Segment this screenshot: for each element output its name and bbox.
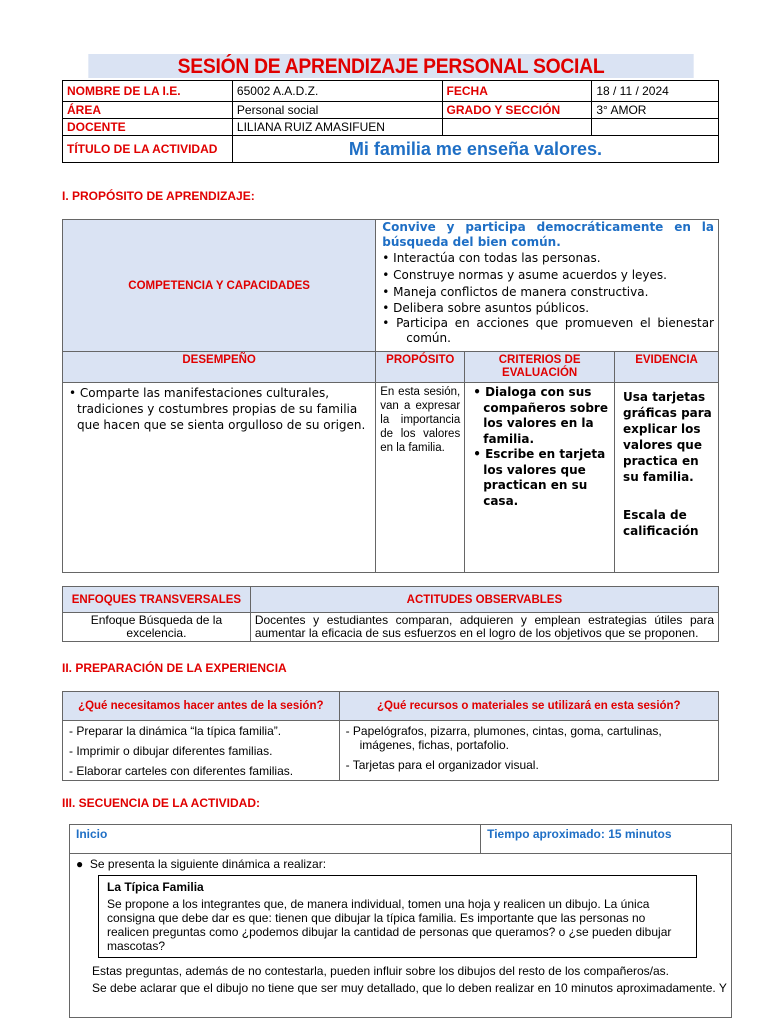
list-item: • Participa en acciones que promueven el bienestar común.	[382, 316, 714, 346]
secuencia-table	[69, 824, 732, 1018]
list-item: - Tarjetas para el organizador visual.	[345, 758, 539, 772]
proposito-text: En esta sesión, van a expresar la importancia de los valores en la familia.	[376, 383, 465, 573]
desempeno-cell	[63, 383, 376, 573]
enfoque-text: Enfoque Búsqueda de la excelencia.	[63, 613, 251, 642]
tiempo-label: Tiempo aproximado: 15 minutos	[481, 825, 732, 854]
antes-header: ¿Qué necesitamos hacer antes de la sesión?	[63, 692, 340, 721]
page-title: SESIÓN DE APRENDIZAJE PERSONAL SOCIAL	[88, 54, 693, 78]
inicio-label: Inicio	[70, 825, 481, 854]
competencia-cell	[376, 220, 719, 352]
list-item: - Preparar la dinámica “la típica familia”.	[69, 724, 282, 738]
after-text-1: Estas preguntas, además de no contestarla, pueden influir sobre los dibujos del resto de los compañeros/as.	[92, 964, 670, 978]
actitudes-header: ACTITUDES OBSERVABLES	[250, 587, 718, 613]
recursos-cell	[339, 721, 718, 781]
evidencia-cell	[615, 383, 719, 573]
proposito-header: PROPÓSITO	[376, 352, 465, 383]
criterio-item: • Escribe en tarjeta los valores que practican en su casa.	[473, 447, 606, 508]
evidencia-escala: Escala de calificación	[623, 508, 699, 538]
antes-list	[69, 724, 333, 778]
evidencia-text: Usa tarjetas gráficas para explicar los valores que practica en su familia.	[623, 390, 712, 484]
activity-title: Mi familia me enseña valores.	[232, 136, 718, 163]
docente-label: DOCENTE	[63, 119, 233, 136]
grado-label: GRADO Y SECCIÓN	[442, 102, 592, 119]
section-heading-preparacion: II. PREPARACIÓN DE LA EXPERIENCIA	[62, 661, 287, 675]
desempeno-text: • Comparte las manifestaciones culturales, tradiciones y costumbres propias de su familia que hacen que se sienta orgulloso de su origen.	[69, 386, 366, 432]
dinamica-text: Se propone a los integrantes que, de manera individual, tomen una hoja y realicen un dibujo. La única consigna que debe dar es que: tienen que dibujar la típica familia. Es importante que las personas no realicen preguntas como ¿podemos dibujar la cantidad de personas que queramos? o ¿se pueden dibujar mascotas?	[107, 897, 672, 953]
grado-value: 3° AMOR	[592, 102, 719, 119]
empty-cell	[442, 119, 592, 136]
capacidades-list	[382, 250, 714, 346]
actitud-text: Docentes y estudiantes comparan, adquieren y emplean estrategias útiles para aumentar la eficacia de sus esfuerzos en el logro de los objetivos que se proponen.	[250, 613, 718, 642]
empty-cell	[592, 119, 719, 136]
info-table	[62, 80, 719, 163]
antes-cell	[63, 721, 340, 781]
preparacion-table	[62, 691, 719, 781]
ie-value: 65002 A.A.D.Z.	[232, 81, 442, 102]
evidencia-header: EVIDENCIA	[615, 352, 719, 383]
competencia-title: Convive y participa democráticamente en la búsqueda del bien común.	[382, 220, 714, 249]
list-item: • Delibera sobre asuntos públicos.	[382, 301, 714, 316]
inicio-content	[70, 854, 732, 1018]
docente-value: LILIANA RUIZ AMASIFUEN	[232, 119, 442, 136]
enfoques-table	[62, 586, 719, 642]
criterios-cell	[465, 383, 615, 573]
intro-text: ● Se presenta la siguiente dinámica a realizar:	[76, 857, 327, 871]
recursos-header: ¿Qué recursos o materiales se utilizará en esta sesión?	[339, 692, 718, 721]
competencia-header: COMPETENCIA Y CAPACIDADES	[63, 220, 376, 352]
area-value: Personal social	[232, 102, 442, 119]
area-label: ÁREA	[63, 102, 233, 119]
recursos-list	[346, 724, 712, 772]
section-heading-proposito: I. PROPÓSITO DE APRENDIZAJE:	[62, 189, 255, 203]
desempeno-header: DESEMPEÑO	[63, 352, 376, 383]
proposito-table	[62, 219, 719, 573]
list-item: - Imprimir o dibujar diferentes familias.	[69, 744, 273, 758]
after-text-2: Se debe aclarar que el dibujo no tiene que ser muy detallado, que lo deben realizar en 10 minutos aproximadamente. Y	[92, 981, 727, 995]
list-item: • Maneja conflictos de manera constructiva.	[382, 284, 714, 301]
titulo-label: TÍTULO DE LA ACTIVIDAD	[63, 136, 233, 163]
enfoques-header: ENFOQUES TRANSVERSALES	[63, 587, 251, 613]
dinamica-box	[98, 875, 697, 958]
fecha-value: 18 / 11 / 2024	[592, 81, 719, 102]
section-heading-secuencia: III. SECUENCIA DE LA ACTIVIDAD:	[62, 796, 261, 810]
list-item: • Construye normas y asume acuerdos y leyes.	[382, 267, 714, 284]
fecha-label: FECHA	[442, 81, 592, 102]
list-item: • Interactúa con todas las personas.	[382, 250, 714, 267]
list-item: - Papelógrafos, pizarra, plumones, cintas, goma, cartulinas, imágenes, fichas, portafolio.	[345, 724, 662, 752]
dinamica-title: La Típica Familia	[107, 880, 204, 894]
ie-label: NOMBRE DE LA I.E.	[63, 81, 233, 102]
list-item: - Elaborar carteles con diferentes familias.	[69, 764, 294, 778]
criterios-header: CRITERIOS DE EVALUACIÓN	[465, 352, 615, 383]
criterio-item: • Dialoga con sus compañeros sobre los valores en la familia.	[473, 385, 608, 446]
